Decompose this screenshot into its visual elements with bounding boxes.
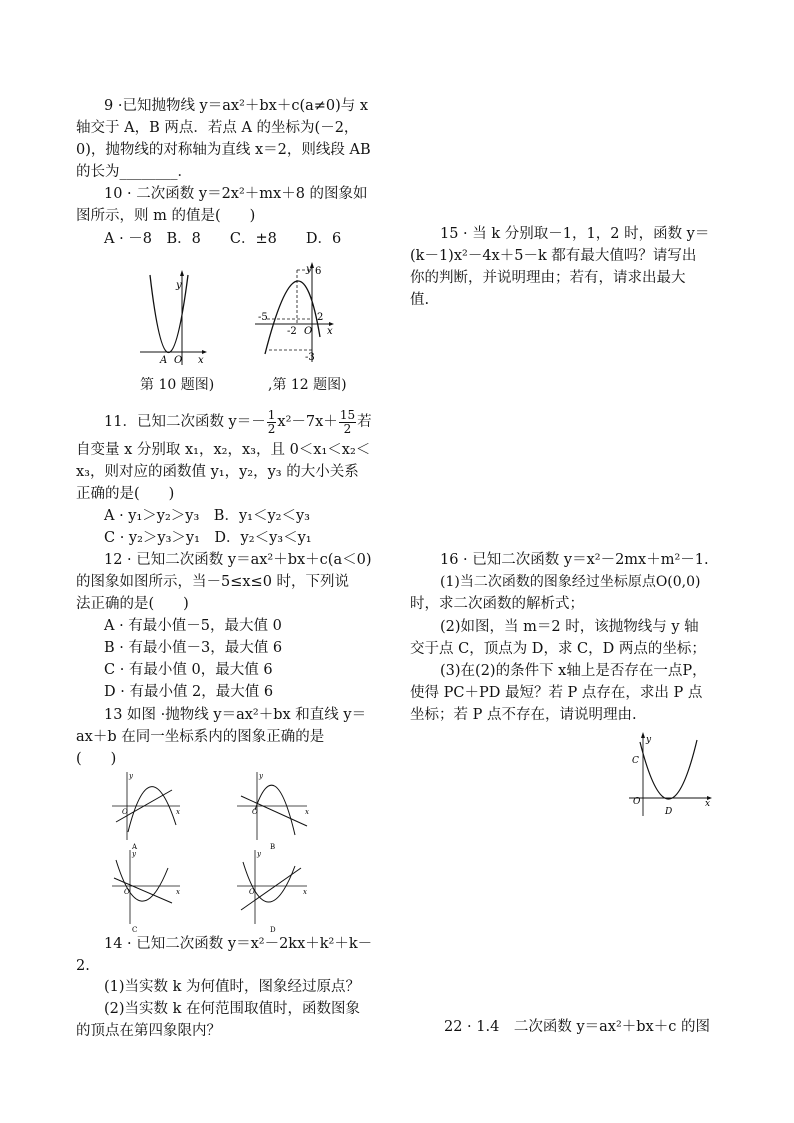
q13-line-3: ( ) (76, 751, 117, 767)
q15-line-1: 15 · 当 k 分别取－1，1，2 时，函数 y＝ (440, 226, 710, 242)
frac-num: 1 (267, 407, 276, 422)
label-6: 6 (315, 266, 322, 277)
point-d-label: D (665, 807, 673, 817)
q14-line-5: 的顶点在第四象限内？ (76, 1023, 221, 1039)
figure-12-graph (255, 262, 345, 367)
q14-line-4: (2)当实数 k 在何范围取值时，函数图象 (104, 1001, 361, 1017)
x-label: x (327, 326, 333, 337)
y-label: y (259, 772, 263, 780)
origin-label: O (633, 797, 641, 807)
line (114, 878, 172, 903)
q11-line-3: x₃，则对应的函数值 y₁，y₂，y₃ 的大小关系 (76, 464, 359, 480)
q10-options: A · －8 B．8 C．±8 D．6 (104, 231, 342, 247)
q16-line-4: (2)如图，当 m＝2 时，该抛物线与 y 轴 (440, 619, 699, 635)
y-label: y (306, 264, 312, 275)
option-c-graph (110, 848, 185, 933)
x-label: x (176, 888, 180, 896)
y-label: y (132, 850, 136, 858)
q10-line-1: 10 · 二次函数 y＝2x²＋mx＋8 的图象如 (104, 186, 368, 202)
q16-line-6: (3)在(2)的条件下 x轴上是否存在一点P， (440, 663, 707, 679)
label-2: 2 (317, 312, 324, 323)
figure-16-graph (627, 732, 717, 822)
figure-10-graph (140, 270, 210, 365)
option-d-label: D (270, 926, 276, 934)
q9-line-4: 的长为________． (76, 164, 192, 180)
q11-text-b: x²－7x＋ (277, 414, 338, 430)
x-label: x (705, 799, 711, 809)
y-label: y (646, 735, 652, 745)
q12-option-a: A · 有最小值－5，最大值 0 (104, 618, 282, 634)
figure-13-option-b (235, 770, 315, 850)
figure-16 (627, 732, 717, 822)
q13-line-2: ax＋b 在同一坐标系内的图象正确的是 (76, 729, 325, 745)
figure-13-option-d (235, 848, 315, 933)
option-a-graph (110, 770, 185, 850)
origin-label: O (122, 808, 128, 816)
y-label: y (176, 280, 182, 291)
footer-section-title: 22 · 1.4 二次函数 y＝ax²＋bx＋c 的图 (444, 1019, 710, 1035)
q11-options-ab: A · y₁＞y₂＞y₃ B．y₁＜y₂＜y₃ (104, 508, 310, 524)
q12-line-3: 法正确的是( ) (76, 596, 189, 612)
option-b-label: B (270, 843, 276, 851)
figure-10-caption: 第 10 题图) (140, 377, 215, 393)
label-minus-2: -2 (287, 326, 297, 337)
q9-line-1: 9 ·已知抛物线 y＝ax²＋bx＋c(a≠0)与 x (104, 98, 369, 114)
frac-den: 2 (343, 421, 352, 436)
q16-line-2: (1)当二次函数的图象经过坐标原点O(0,0) (440, 574, 701, 590)
figure-13-option-a (110, 770, 185, 850)
q11-line-2: 自变量 x 分别取 x₁，x₂，x₃，且 0＜x₁＜x₂＜ (76, 442, 371, 458)
frac-num: 15 (339, 407, 356, 422)
figure-13-option-c (110, 848, 185, 933)
option-c-label: C (132, 926, 138, 934)
q15-line-2: (k－1)x²－4x＋5－k 都有最大值吗？请写出 (410, 248, 697, 264)
parabola (243, 862, 295, 902)
x-label: x (198, 355, 204, 366)
q12-line-2: 的图象如图所示，当－5≤x≤0 时，下列说 (76, 574, 350, 590)
label-minus-3: -3 (305, 352, 315, 363)
option-d-graph (235, 848, 315, 933)
q16-line-1: 16 · 已知二次函数 y＝x²－2mx＋m²－1. (440, 552, 709, 568)
q9-line-2: 轴交于 A，B 两点．若点 A 的坐标为(－2， (76, 120, 359, 136)
figure-12-caption: ,第 12 题图) (268, 377, 347, 393)
q11-line-4: 正确的是( ) (76, 486, 175, 502)
origin-label: O (252, 808, 258, 816)
point-a-label: A (160, 355, 168, 366)
point-c-label: C (632, 756, 639, 766)
y-label: y (257, 850, 261, 858)
frac-den: 2 (267, 421, 276, 436)
q15-line-3: 你的判断，并说明理由；若有，请求出最大 (410, 270, 686, 286)
q12-option-c: C · 有最小值 0，最大值 6 (104, 662, 273, 678)
q12-option-b: B · 有最小值－3，最大值 6 (104, 640, 283, 656)
q16-line-7: 使得 PC＋PD 最短？若 P 点存在，求出 P 点 (410, 685, 703, 701)
origin-label: O (304, 326, 313, 337)
y-label: y (129, 772, 133, 780)
label-minus-5: -5 (258, 312, 268, 323)
figure-12 (255, 262, 345, 367)
fraction-fifteen-halves (339, 409, 356, 436)
parabola (255, 785, 295, 835)
parabola (128, 787, 176, 832)
q12-option-d: D · 有最小值 2，最大值 6 (104, 684, 274, 700)
q14-line-1: 14 · 已知二次函数 y＝x²－2kx＋k²＋k－ (104, 936, 373, 952)
fraction-half (267, 409, 277, 436)
x-label: x (305, 808, 309, 816)
q16-line-5: 交于点 C，顶点为 D，求 C，D 两点的坐标； (410, 641, 706, 657)
q11-line-1 (104, 404, 372, 440)
line (241, 796, 307, 826)
q14-line-3: (1)当实数 k 为何值时，图象经过原点？ (104, 979, 361, 995)
x-label: x (176, 808, 180, 816)
q15-line-4: 值. (410, 292, 430, 308)
origin-label: O (124, 888, 130, 896)
figure-10 (140, 270, 210, 365)
option-b-graph (235, 770, 315, 850)
q12-line-1: 12 · 已知二次函数 y＝ax²＋bx＋c(a＜0) (104, 552, 372, 568)
q11-text-a: 11．已知二次函数 y＝－ (104, 414, 266, 430)
q16-line-3: 时，求二次函数的解析式； (410, 596, 584, 612)
q11-options-cd: C · y₂＞y₃＞y₁ D．y₂＜y₃＜y₁ (104, 530, 312, 546)
q11-text-c: 若 (357, 414, 372, 430)
q9-line-3: 0)，抛物线的对称轴为直线 x＝2，则线段 AB (76, 142, 371, 158)
parabola (640, 740, 697, 799)
q16-line-8: 坐标；若 P 点不存在，请说明理由. (410, 707, 637, 723)
q10-line-2: 图所示，则 m 的值是( ) (76, 208, 256, 224)
q13-line-1: 13 如图 ·抛物线 y＝ax²＋bx 和直线 y＝ (104, 707, 367, 723)
origin-label: O (174, 355, 183, 366)
origin-label: O (249, 888, 255, 896)
x-label: x (303, 888, 307, 896)
option-a-label: A (132, 843, 138, 851)
q14-line-2: 2. (76, 958, 90, 974)
